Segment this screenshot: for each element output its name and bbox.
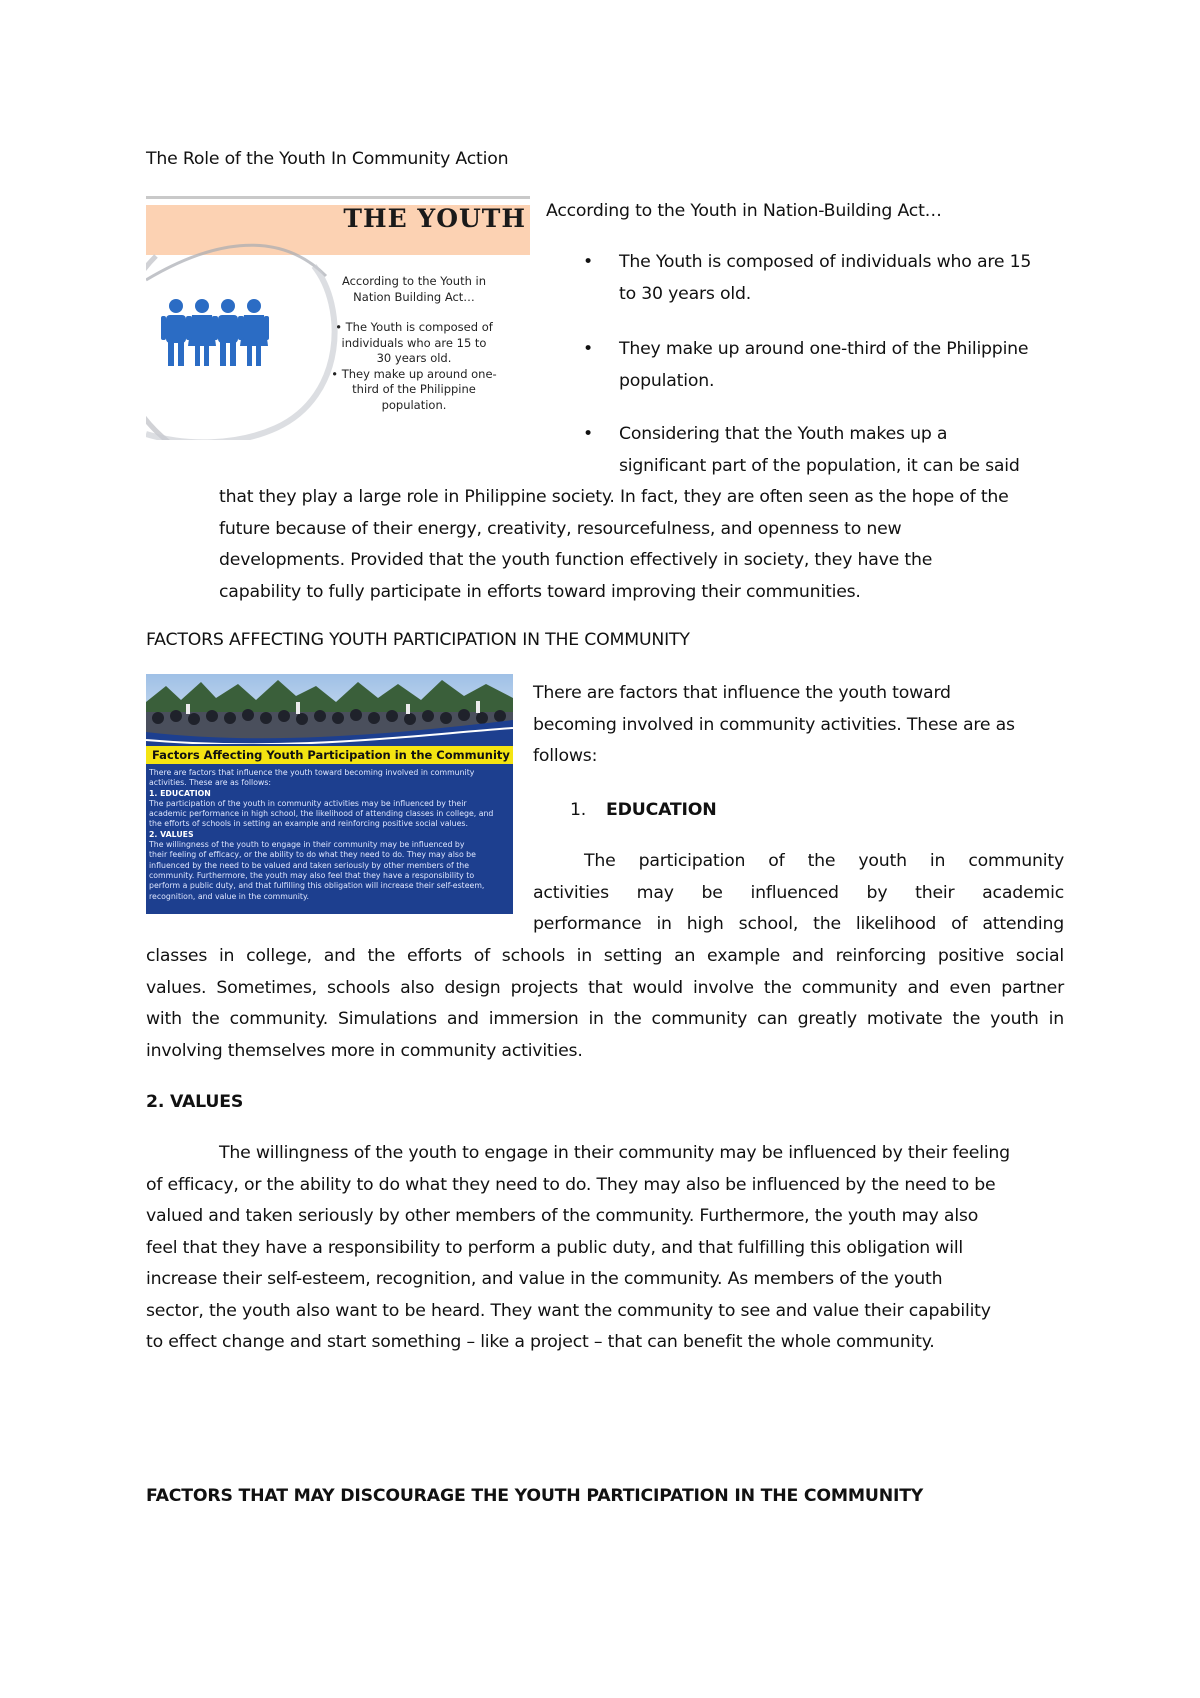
bullet-marker: • [583,252,593,272]
education-paragraph-side: The participation of the youth in community activities may be influenced by their academic performance in high school, the likelihood of attending [533,851,1064,934]
section-heading-factors-discourage: FACTORS THAT MAY DISCOURAGE THE YOUTH PARTICIPATION IN THE COMMUNITY [146,1486,924,1506]
education-heading: EDUCATION [606,800,717,820]
bullet-item-age-range: The Youth is composed of individuals who are 15 to 30 years old. [619,252,1032,304]
crowd-photo [146,674,513,744]
document-title: The Role of the Youth In Community Action [146,149,509,169]
people-icon [161,299,269,366]
values-heading: 2. VALUES [146,1092,244,1112]
factors-intro-paragraph: There are factors that influence the youth toward becoming involved in community activities. These are as follows: [533,683,1015,766]
figure-banner-title: THE YOUTH [343,204,526,233]
intro-lead: According to the Youth in Nation-Building Act… [546,201,942,221]
bullet-item-role-in-society: Considering that the Youth makes up a significant part of the population, it can be said [619,424,1020,476]
bullet-marker: • [583,424,593,444]
bullet-item-role-continuation: that they play a large role in Philippine society. In fact, they are often seen as the hope of the future because of their energy, creativity, resourcefulness, and openness to new developments. Provided that the youth function effectively in society, they have the capability to fully participate in efforts toward improving their communities. [219,487,1009,602]
bullet-item-population-share: They make up around one-third of the Philippine population. [619,339,1029,391]
youth-infographic-image [146,196,530,440]
figure-text: According to the Youth in Nation Building Act… • The Youth is composed of individuals who are 15 to 30 years old. • They make up around one- third of the Philippine population. [331,274,497,412]
education-paragraph-full: classes in college, and the efforts of schools in setting an example and reinforcing positive social values. Sometimes, schools also design projects that would involve the community and even partner with the community. Simulations and immersion in the community can greatly motivate the youth in involving themselves more in community activities. [146,946,1064,1061]
section-heading-factors-affecting: FACTORS AFFECTING YOUTH PARTICIPATION IN THE COMMUNITY [146,630,690,650]
values-paragraph: The willingness of the youth to engage in their community may be influenced by their feeling of efficacy, or the ability to do what they need to do. They may also be influenced by the need to be valued and taken seriously by other members of the community. Furthermore, the youth may also feel that they have a responsibility to perform a public duty, and that fulfilling this obligation will increase their self-esteem, recognition, and value in the community. As members of the youth sector, the youth also want to be heard. They want the community to see and value their capability to effect change and start something – like a project – that can benefit the whole community. [146,1143,1010,1352]
slide-title: Factors Affecting Youth Participation in the Community [152,748,510,762]
bullet-marker: • [583,339,593,359]
slide-body-text: There are factors that influence the youth toward becoming involved in community activities. These are as follows: 1. EDUCATION The participation of the youth in community activities may be influenced by their academic performance in high school, the likelihood of attending classes in college, and the efforts of schools in setting an example and reinforcing positive social values. 2. VALUES The willingness of the youth to engage in their community may be influenced by their feeling of efficacy, or the ability to do what they need to do. They may also be influenced by the need to be valued and taken seriously by other members of the community. Furthermore, the youth may also feel that they have a responsibility to perform a public duty, and that fulfilling this obligation will increase their self-esteem, recognition, and value in the community. [149,768,494,901]
education-number: 1. [570,800,587,820]
factors-slide-image [146,674,513,914]
